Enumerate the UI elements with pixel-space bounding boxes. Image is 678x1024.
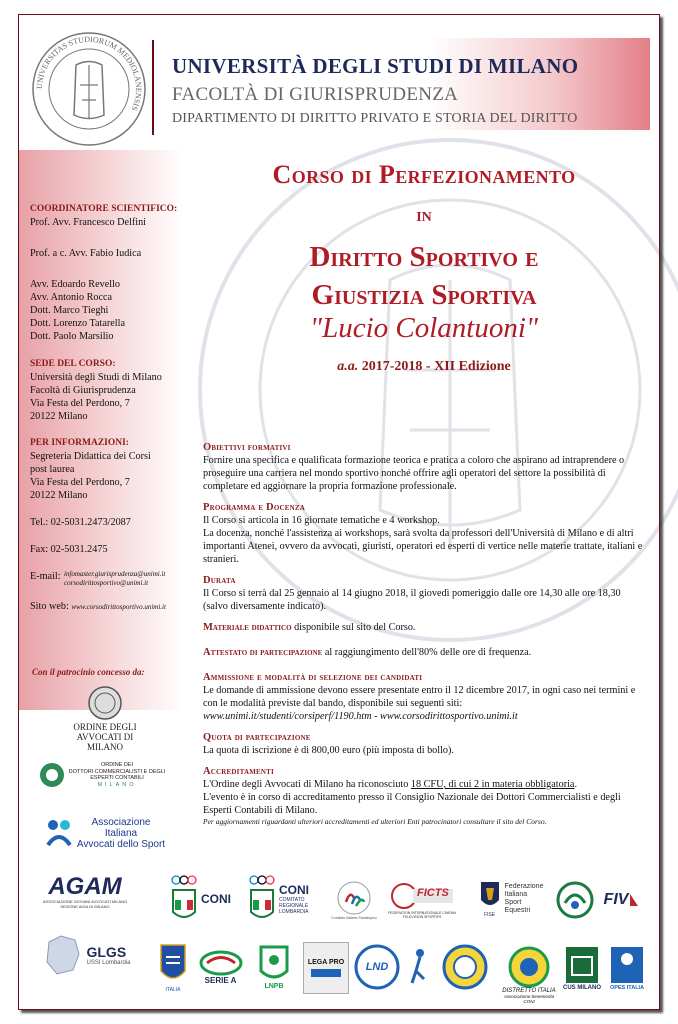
coni-logo: CONI <box>163 872 238 926</box>
info-label: PER INFORMAZIONI: <box>30 438 129 448</box>
coni-lombardia-shield-icon <box>248 874 276 924</box>
green-round-icon <box>556 881 594 919</box>
title-in: IN <box>416 210 432 225</box>
cus-milano-logo: CUS MILANO <box>562 940 602 996</box>
university-name: UNIVERSITÀ DEGLI STUDI DI MILANO <box>172 54 579 78</box>
admission-links[interactable]: www.unimi.it/studenti/corsiperf/1190.htm - www.corsodirittosportivo.unimi.it <box>203 711 518 722</box>
email-link-1[interactable]: infomaster.giurisprudenza@unimi.it <box>64 570 166 578</box>
opes-icon <box>609 945 645 985</box>
ordine-avvocati-logo: ORDINE DEGLI AVVOCATI DI MILANO <box>55 683 155 753</box>
section-obiettivi: Obiettivi formativi Fornire una specifica e qualificata formazione teorica e pratica a coloro che aspirano ad intraprendere o proseguire una carriera nel mondo sportivo nonché offrire agli operatori del settore la possibilità di completare ed aggiornare la propria formazione professionale. <box>203 442 625 492</box>
lega-pro-bar <box>311 969 341 977</box>
coordinator-name: Prof. Avv. Francesco Delfini <box>30 217 146 228</box>
fise-logo: FISE Federazione Italiana Sport Equestri <box>468 872 554 926</box>
serie-a-logo: SERIE A <box>193 944 248 990</box>
sede-line: Via Festa del Perdono, 7 <box>30 398 130 409</box>
sede-line: Università degli Studi di Milano <box>30 372 162 383</box>
faculty-name: FACOLTÀ DI GIURISPRUDENZA <box>172 84 459 105</box>
federation-round-logo <box>555 880 595 920</box>
prof-name: Prof. a c. Avv. Fabio Iudica <box>30 248 142 259</box>
section-durata: Durata Il Corso si terrà dal 25 gennaio al 14 giugno 2018, il giovedì pomeriggio dalle ore 14,30 alle ore 18,30 (salvo diversamente indicato). <box>203 575 621 612</box>
cip-logo: Comitato Italiano Paralimpico <box>326 876 382 924</box>
skater-icon <box>406 945 434 989</box>
lnd-logo: LND <box>353 942 401 992</box>
email-link-2[interactable]: corsodirittosportivo@unimi.it <box>64 579 149 587</box>
sede-line: Facoltà di Giurisprudenza <box>30 385 136 396</box>
website-link[interactable]: www.corsodirittosportivo.unimi.it <box>71 603 166 611</box>
course-details <box>203 441 643 835</box>
fiv-logo: FIV <box>600 880 644 920</box>
telephone: Tel.: 02-5031.2473/2087 <box>30 517 131 528</box>
section-materiale: Materiale didattico disponibile sul sito del Corso. <box>203 622 416 633</box>
section-quota: Quota di partecipazione La quota di iscrizione è di 800,00 euro (più imposta di bollo). <box>203 732 454 756</box>
serie-a-icon <box>199 950 243 976</box>
fax: Fax: 02-5031.2475 <box>30 544 108 555</box>
aias-logo: Associazione Italiana Avvocati dello Sport <box>30 808 180 858</box>
course-dedication: "Lucio Colantuoni" <box>309 312 539 344</box>
distretto-round-icon <box>508 946 550 988</box>
sidebar <box>30 203 180 624</box>
figc-logo: ITALIA <box>158 938 188 994</box>
glgs-logo: GLGS USSI Lombardia <box>32 930 142 980</box>
round-yellow-icon <box>442 944 488 990</box>
round-federation-logo <box>440 942 490 992</box>
info-line: Segreteria Didattica dei Corsi <box>30 451 151 462</box>
email-label: E-mail: <box>30 571 61 582</box>
section-ammissione: Ammissione e modalità di selezione dei candidati Le domande di ammissione devono essere presentate entro il 12 dicembre 2017, in ogni caso nei termini e con le modalità previste dal bando, disponibile sui seguenti siti: www.unimi.it/studenti/corsiperf/1190.htm - www.corsodirittosportivo.unimi.it <box>203 671 643 723</box>
ordine-avvocati-seal-icon <box>87 684 123 722</box>
sede-line: 20122 Milano <box>30 411 88 422</box>
section-accreditamenti: Accreditamenti L'Ordine degli Avvocati di Milano ha riconosciuto 18 CFU, di cui 2 in materia obbligatoria. L'evento è in corso di accreditamento presso il Consiglio Nazionale dei Dottori Commercialisti e degli Esperti Contabili di Milano. Per aggiornamenti riguardanti ulteriori accreditamenti ed ulteriori Enti patrocinatori consultare il sito del Corso. <box>203 766 621 826</box>
team-member: Dott. Lorenzo Tatarella <box>30 318 125 329</box>
info-line: 20122 Milano <box>30 490 88 501</box>
figc-shield-icon <box>159 939 187 987</box>
cip-icon <box>336 880 372 916</box>
odcec-icon <box>39 762 65 788</box>
header-divider <box>152 40 154 135</box>
coordinator-label: COORDINATORE SCIENTIFICO: <box>30 204 178 214</box>
course-name-line1: Diritto Sportivo e <box>309 241 539 273</box>
section-programma: Programma e Docenza Il Corso si articola in 16 giornate tematiche e 4 workshop. La docenza, nonché l'assistenza ai workshops, sarà svolta da professori dell'Università di Milano e di altri importanti Atenei, ovvero da avvocati, giuristi, operatori ed esperti di vertice nelle materie trattate, italiani e stranieri. <box>203 502 643 565</box>
department-name: DIPARTIMENTO DI DIRITTO PRIVATO E STORIA DEL DIRITTO <box>172 111 578 126</box>
skating-logo <box>404 942 436 992</box>
cus-shield-icon <box>564 945 600 985</box>
team-member: Dott. Marco Tieghi <box>30 305 109 316</box>
coni-rings-shield-icon <box>170 874 198 924</box>
agam-logo: AGAM ASSOCIAZIONE GIOVANI AVVOCATI MILANO SEZIONE AIGA DI MILANO <box>42 873 128 909</box>
fise-shield-icon <box>479 880 501 912</box>
team-member: Avv. Edoardo Revello <box>30 279 120 290</box>
course-type: Corso di Perfezionamento <box>272 160 576 189</box>
lnpb-logo: LNPB <box>253 938 295 994</box>
team-member: Avv. Antonio Rocca <box>30 292 113 303</box>
distretto-italia-logo: DISTRETTO ITALIA Associazione benemerita CONI <box>498 940 560 1010</box>
course-name-line2: Giustizia Sportiva <box>311 279 537 311</box>
info-line: post laurea <box>30 464 75 475</box>
opes-logo: OPES ITALIA <box>607 940 647 996</box>
academic-year: a.a. 2017-2018 - XII Edizione <box>337 359 511 374</box>
course-title-block <box>198 160 650 375</box>
aias-icon <box>45 817 73 849</box>
lombardia-map-icon <box>43 932 83 978</box>
website-label: Sito web: <box>30 601 69 612</box>
seal-text: UNIVERSITAS STUDIORUM MEDIOLANENSIS <box>34 34 144 113</box>
university-seal-icon <box>30 30 148 148</box>
team-member: Dott. Paolo Marsilio <box>30 331 114 342</box>
sede-label: SEDE DEL CORSO: <box>30 359 116 369</box>
coni-lombardia-logo: CONI COMITATO REGIONALE LOMBARDIA <box>245 872 320 926</box>
patronage-label: Con il patrocinio concesso da: <box>32 667 145 677</box>
lnpb-shield-icon <box>259 943 289 983</box>
fiv-sail-icon <box>628 892 640 908</box>
ficts-logo: FICTS FEDERATION INTERNATIONALE CINEMA TELEVISION SPORTIFS <box>386 878 458 922</box>
odcec-logo: ORDINE DEI DOTTORI COMMERCIALISTI E DEGLI ESPERTI CONTABILI MILANO <box>26 760 178 790</box>
section-attestato: Attestato di partecipazione al raggiungimento dell'80% delle ore di frequenza. <box>203 647 532 658</box>
lega-pro-logo: LEGA PRO <box>303 942 349 994</box>
info-line: Via Festa del Perdono, 7 <box>30 477 130 488</box>
